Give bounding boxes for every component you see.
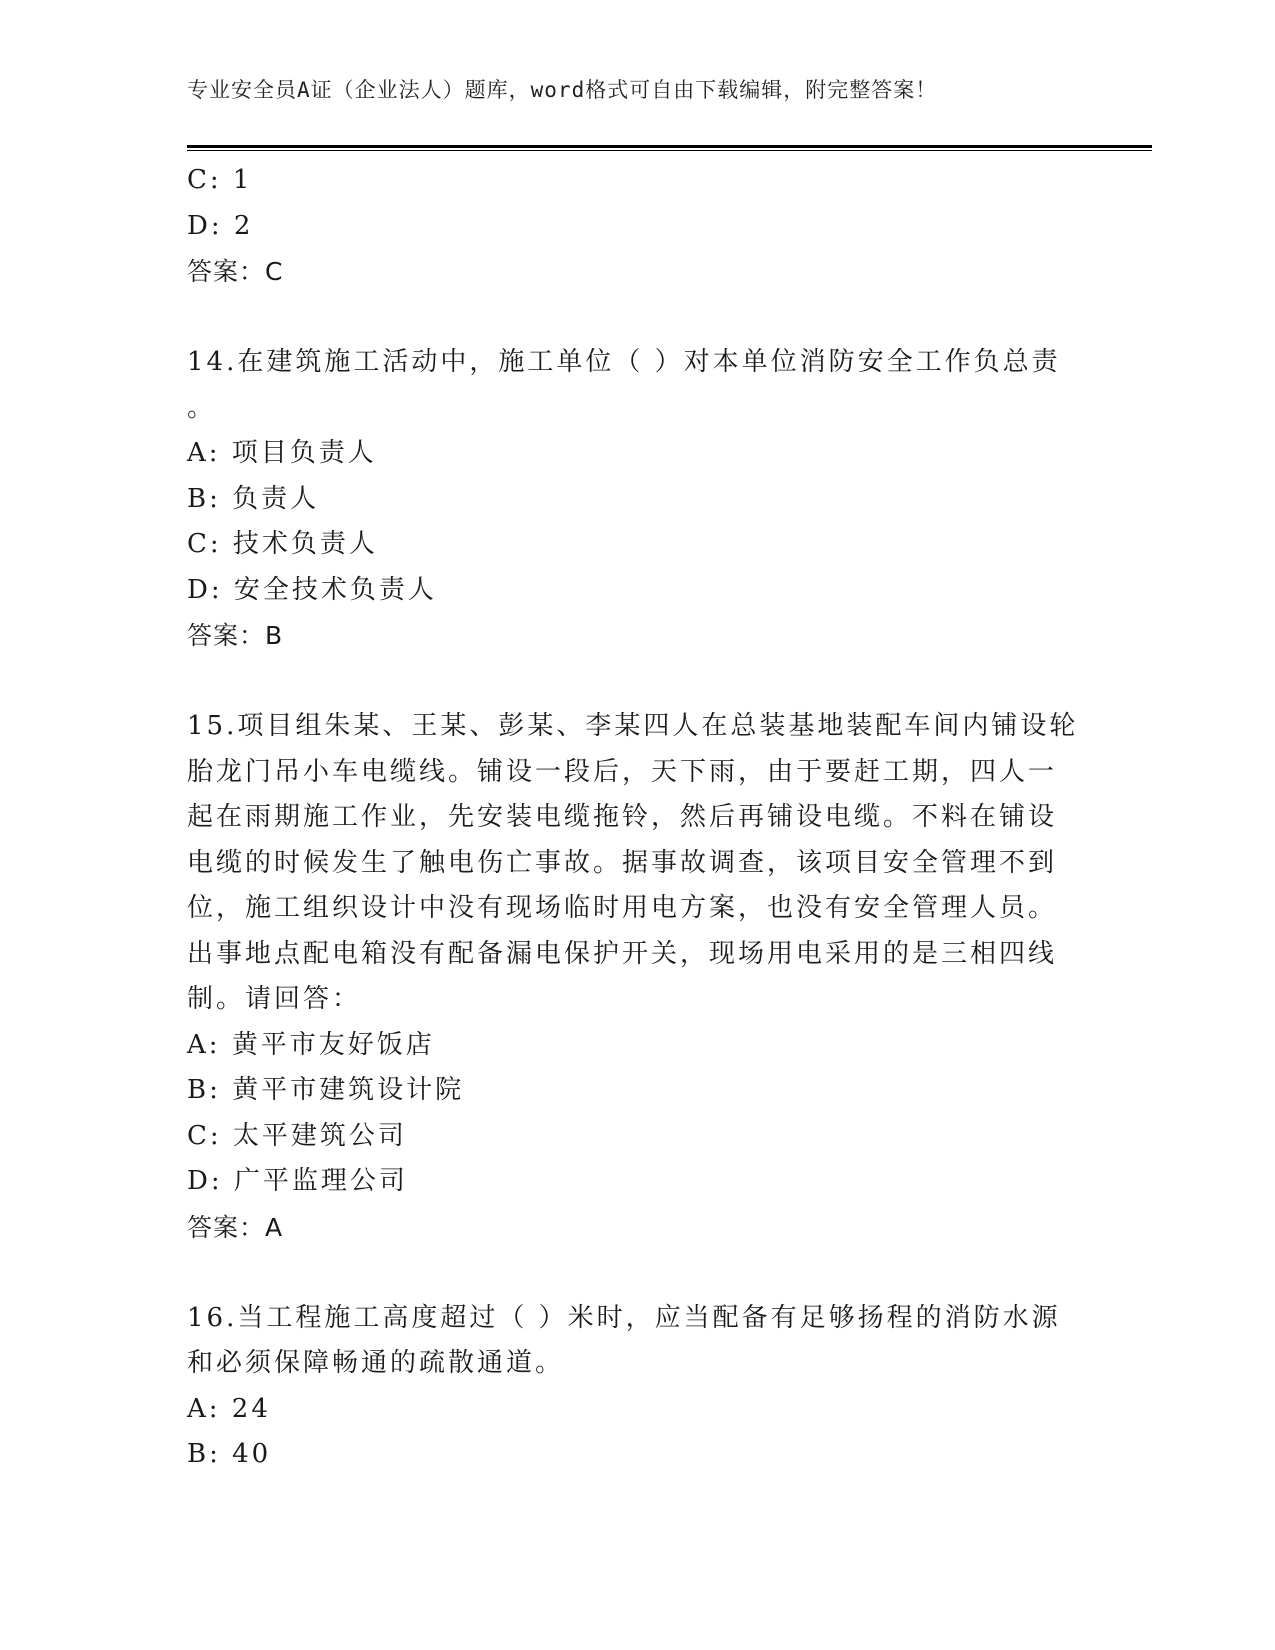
question-line: 。: [187, 392, 217, 423]
option-line: C: 1: [187, 165, 253, 195]
question-line: 电缆的时候发生了触电伤亡事故。据事故调查，该项目安全管理不到: [187, 847, 1058, 878]
option-line: A: 项目负责人: [187, 438, 377, 468]
option-line: C: 太平建筑公司: [187, 1120, 407, 1151]
option-line: C: 技术负责人: [187, 529, 378, 559]
option-line: D: 广平监理公司: [187, 1166, 408, 1196]
option-line: D: 2: [187, 210, 254, 241]
option-line: B: 40: [187, 1439, 272, 1469]
question-line: 15.项目组朱某、王某、彭某、李某四人在总装基地装配车间内铺设轮: [187, 711, 1079, 741]
answer-line: 答案：A: [187, 1212, 284, 1242]
question-line: 制。请回答：: [187, 984, 362, 1014]
option-line: B: 负责人: [187, 483, 320, 514]
option-line: B: 黄平市建筑设计院: [187, 1075, 465, 1105]
question-line: 胎龙门吊小车电缆线。铺设一段后，天下雨，由于要赶工期，四人一: [187, 756, 1058, 787]
page-header: 专业安全员A证（企业法人）题库，word格式可自由下载编辑，附完整答案！: [187, 78, 938, 102]
block-gap: [187, 1250, 1087, 1296]
question-line: 出事地点配电箱没有配备漏电保护开关，现场用电采用的是三相四线: [187, 938, 1058, 969]
question-line: 起在雨期施工作业，先安装电缆拖铃，然后再铺设电缆。不料在铺设: [187, 802, 1058, 832]
header-rule-thick: [187, 145, 1152, 148]
option-line: D: 安全技术负责人: [187, 574, 437, 605]
option-line: A: 黄平市友好饭店: [187, 1029, 435, 1060]
block-gap: [187, 659, 1087, 705]
option-line: A: 24: [187, 1393, 271, 1424]
block-gap: [187, 295, 1087, 341]
document-body: [187, 158, 1087, 1478]
question-line: 和必须保障畅通的疏散通道。: [187, 1348, 565, 1378]
answer-line: 答案：C: [187, 257, 284, 286]
question-line: 16.当工程施工高度超过（ ）米时，应当配备有足够扬程的消防水源: [187, 1302, 1061, 1333]
question-line: 位，施工组织设计中没有现场临时用电方案，也没有安全管理人员。: [187, 893, 1058, 923]
header-rule-thin: [187, 150, 1152, 151]
answer-line: 答案：B: [187, 621, 284, 650]
question-line: 14.在建筑施工活动中，施工单位（ ）对本单位消防安全工作负总责: [187, 347, 1061, 377]
